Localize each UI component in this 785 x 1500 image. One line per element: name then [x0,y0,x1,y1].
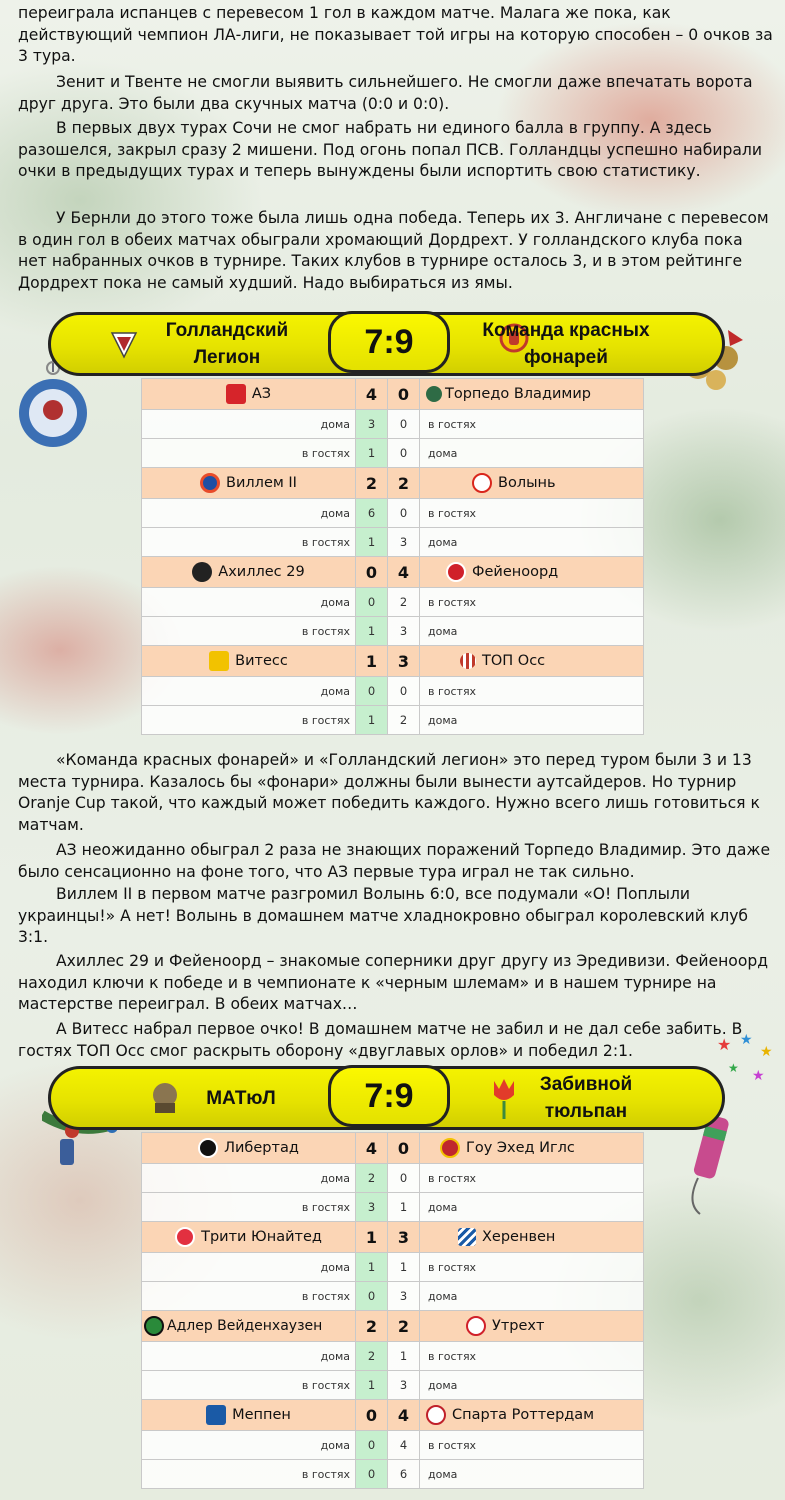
table-row [142,1133,644,1164]
home-team-name: Витесс [235,653,288,669]
score-value: 1 [356,1253,388,1282]
table-row [142,1222,644,1253]
score-value: 6 [356,499,388,528]
team-logo-icon [440,1138,460,1158]
team-logo-icon [472,473,492,493]
score-value: 0 [356,588,388,617]
away-score: 4 [388,1400,420,1431]
score-value: 2 [388,706,420,735]
svg-text:★: ★ [740,1032,753,1048]
results-table [141,1132,644,1489]
results-table [141,378,644,735]
right-team-name: Забивной тюльпан [539,1074,633,1122]
table-row [142,1371,644,1400]
score-value: 0 [388,439,420,468]
away-label: в гостях [142,1371,356,1400]
home-label: дома [420,1193,644,1222]
away-label: в гостях [420,1342,644,1371]
table-row [142,410,644,439]
away-team-name: Спарта Роттердам [452,1407,595,1423]
svg-text:★: ★ [760,1044,773,1060]
match-score: 7:9 [328,1065,450,1127]
match-banner [48,1066,725,1130]
score-value: 3 [388,1282,420,1311]
tulip-logo-icon [489,1077,519,1121]
home-label: дома [142,1164,356,1193]
away-score: 4 [388,557,420,588]
home-team-name: АЗ [251,386,272,402]
away-label: в гостях [420,1164,644,1193]
away-team-name: Волынь [498,475,556,491]
team-logo-icon [200,473,220,493]
score-value: 1 [388,1193,420,1222]
table-row [142,677,644,706]
table-row [142,1400,644,1431]
table-row [142,1460,644,1489]
team-logo-icon [466,1316,486,1336]
home-label: дома [420,1371,644,1400]
team-logo-icon [175,1227,195,1247]
score-value: 0 [356,1460,388,1489]
away-score: 3 [388,1222,420,1253]
left-team-name: МАТюЛ [206,1087,276,1109]
home-label: дома [420,439,644,468]
score-value: 2 [388,588,420,617]
away-label: в гостях [420,499,644,528]
table-row [142,557,644,588]
away-label: в гостях [420,1253,644,1282]
home-score: 2 [356,1311,388,1342]
team-logo-icon [109,329,139,359]
table-row [142,1164,644,1193]
score-value: 1 [356,1371,388,1400]
home-label: дома [142,1431,356,1460]
away-score: 0 [388,379,420,410]
home-team-name: Трити Юнайтед [201,1229,322,1245]
paragraph: Виллем II в первом матче разгромил Волынь 6:0, все подумали «О! Поплыли украинцы!» А нет! Волынь в домашнем матче хладнокровно обыграл королевский клуб 3:1. [18,885,749,947]
away-label: в гостях [420,588,644,617]
away-team-name: Торпедо Владимир [445,386,591,402]
away-team-name: Херенвен [482,1229,556,1245]
match-banner [48,312,725,376]
table-row [142,379,644,410]
team-logo-icon [460,653,476,669]
home-team-name: Либертад [224,1140,299,1156]
away-label: в гостях [142,1460,356,1489]
home-label: дома [142,410,356,439]
score-value: 3 [388,528,420,557]
away-label: в гостях [142,706,356,735]
team-logo-icon [426,386,442,402]
home-label: дома [420,1282,644,1311]
stars-icon [712,1030,782,1090]
away-label: в гостях [142,528,356,557]
left-team-name: Голландский Легион [165,320,289,368]
home-label: дома [420,617,644,646]
away-label: в гостях [142,439,356,468]
home-team-name: Виллем II [226,475,297,491]
paragraph: А Витесс набрал первое очко! В домашнем матче не забил и не дал себе забить. В гостях ТОП Осс смог раскрыть оборону «двуглавых орлов» и победил 2:1. [18,1020,743,1060]
home-label: дома [142,1342,356,1371]
home-score: 1 [356,1222,388,1253]
away-score: 0 [388,1133,420,1164]
away-score: 3 [388,646,420,677]
paragraph: Зенит и Твенте не смогли выявить сильнейшего. Не смогли даже впечатать ворота друг друга. Это были два скучных матча (0:0 и 0:0). [18,73,753,113]
paragraph: «Команда красных фонарей» и «Голландский легион» это перед туром были 3 и 13 места турнира. Казалось бы «фонари» должны были вынести аутсайдеров. Но турнир Oranje Cup такой, что каждый может победить каждого. Нужно всего лишь готовиться к матчам. [18,751,760,834]
right-team-name: Команда красных фонарей [482,320,650,368]
home-label: дома [142,588,356,617]
table-row [142,468,644,499]
away-label: в гостях [142,617,356,646]
score-value: 3 [356,1193,388,1222]
away-team-name: Фейеноорд [472,564,559,580]
table-row [142,439,644,468]
table-row [142,706,644,735]
away-team-name: Гоу Эхед Иглс [466,1140,575,1156]
home-score: 4 [356,379,388,410]
table-row [142,1311,644,1342]
home-score: 4 [356,1133,388,1164]
score-value: 0 [356,1282,388,1311]
paragraph: Ахиллес 29 и Фейеноорд – знакомые соперники друг другу из Эредивизи. Фейеноорд находил ключи к победе и в чемпионате к «черным шлемам» и в нашем турнире на мастерстве переиграл. В обеих матчах… [18,952,769,1014]
score-value: 2 [356,1342,388,1371]
home-team-name: Адлер Вейденхаузен [167,1318,323,1334]
table-row [142,1253,644,1282]
score-value: 0 [388,1164,420,1193]
table-row [142,1342,644,1371]
score-value: 6 [388,1460,420,1489]
home-label: дома [420,528,644,557]
home-label: дома [142,677,356,706]
away-label: в гостях [420,677,644,706]
home-label: дома [142,499,356,528]
score-value: 3 [388,617,420,646]
table-row [142,646,644,677]
table-row [142,588,644,617]
score-value: 2 [356,1164,388,1193]
home-score: 1 [356,646,388,677]
score-value: 1 [388,1342,420,1371]
score-value: 0 [356,677,388,706]
table-row [142,1193,644,1222]
score-value: 1 [356,617,388,646]
team-logo-icon [198,1138,218,1158]
paragraph: В первых двух турах Сочи не смог набрать ни единого балла в группу. А здесь разошелся, закрыл сразу 2 мишени. Под огонь попал ПСВ. Голландцы успешно набирали очки в предыдущих турах и теперь вынуждены были испортить свою статистику. [18,119,763,181]
svg-text:★: ★ [728,1061,739,1075]
svg-text:★: ★ [717,1035,732,1054]
away-team-name: Утрехт [492,1318,545,1334]
team-logo-icon [446,562,466,582]
home-label: дома [420,1460,644,1489]
score-value: 0 [388,677,420,706]
team-logo-icon [426,1405,446,1425]
table-row [142,1282,644,1311]
team-logo-icon [458,1228,476,1246]
paragraph: переиграла испанцев с перевесом 1 гол в каждом матче. Малага же пока, как действующий чемпион ЛА-лиги, не показывает той игры на которую способен – 0 очков за 3 тура. [18,4,773,66]
paragraph: АЗ неожиданно обыграл 2 раза не знающих поражений Торпедо Владимир. Это даже было сенсационно на фоне того, что АЗ первые тура играл не так сильно. [18,841,771,881]
home-score: 2 [356,468,388,499]
team-logo-icon [209,651,229,671]
score-value: 1 [356,706,388,735]
score-value: 0 [356,1431,388,1460]
team-logo-icon [192,562,212,582]
score-value: 0 [388,410,420,439]
score-value: 1 [356,439,388,468]
table-row [142,499,644,528]
away-label: в гостях [420,1431,644,1460]
match-score: 7:9 [328,311,450,373]
table-row [142,617,644,646]
home-label: дома [142,1253,356,1282]
team-logo-icon [206,1405,226,1425]
score-value: 3 [388,1371,420,1400]
team-logo-icon [226,384,246,404]
home-score: 0 [356,557,388,588]
svg-text:★: ★ [752,1068,765,1084]
away-label: в гостях [142,1282,356,1311]
score-value: 1 [388,1253,420,1282]
away-score: 2 [388,468,420,499]
away-score: 2 [388,1311,420,1342]
away-team-name: ТОП Осс [482,653,546,669]
home-team-name: Ахиллес 29 [218,564,305,580]
table-row [142,1431,644,1460]
home-label: дома [420,706,644,735]
score-value: 1 [356,528,388,557]
team-logo-icon [144,1316,164,1336]
home-score: 0 [356,1400,388,1431]
home-team-name: Меппен [232,1407,291,1423]
away-label: в гостях [420,410,644,439]
table-row [142,528,644,557]
away-label: в гостях [142,1193,356,1222]
paragraph: У Бернли до этого тоже была лишь одна победа. Теперь их 3. Англичане с перевесом в один гол в обеих матчах обыграли хромающий Дордрехт. У голландского клуба пока нет набранных очков в турнире. Таких клубов в турнире осталось 3, и в этом рейтинге Дордрехт пока не самый худший. Надо выбираться из ямы. [18,209,769,292]
score-value: 0 [388,499,420,528]
score-value: 4 [388,1431,420,1460]
score-value: 3 [356,410,388,439]
